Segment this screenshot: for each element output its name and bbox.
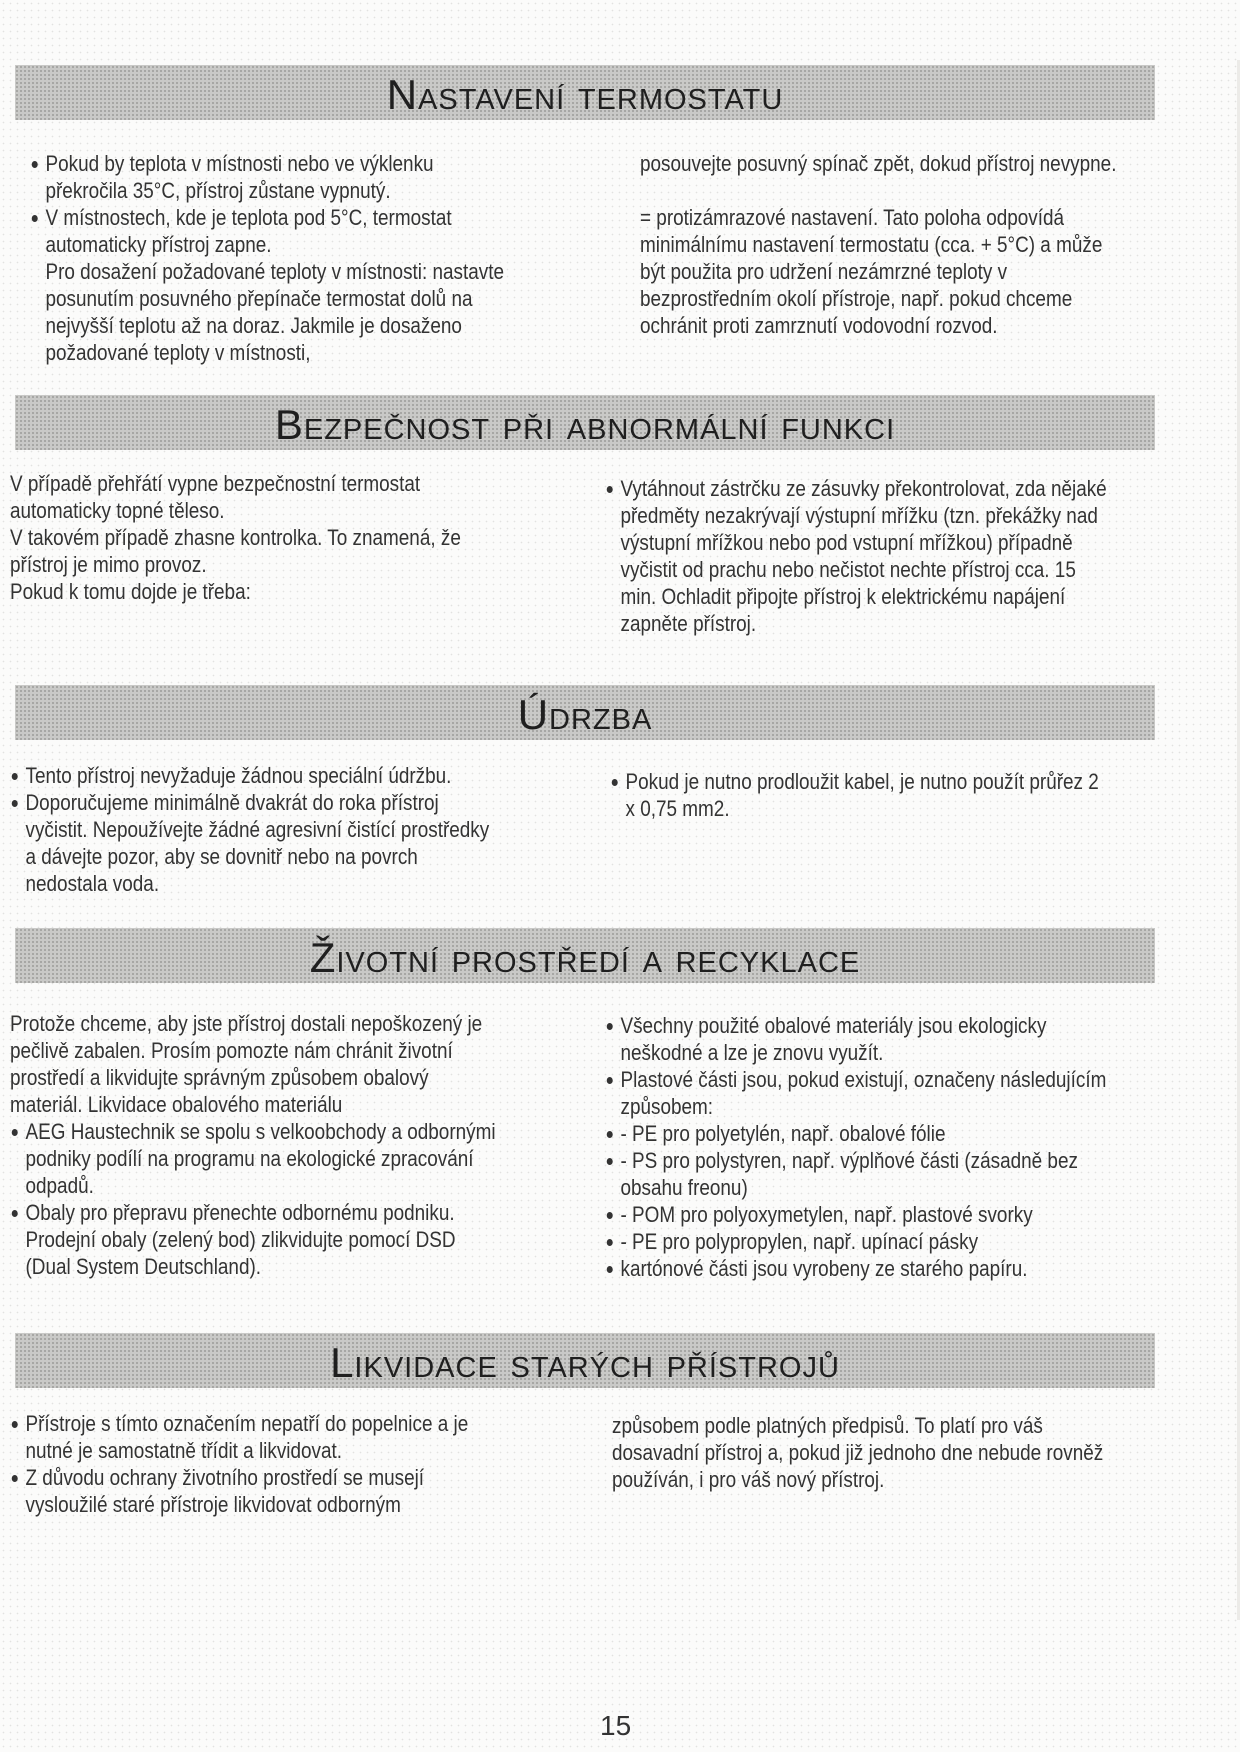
section-header-maintenance bbox=[15, 685, 1155, 740]
environment-bullet-pom: - POM pro polyoxymetylen, např. plastové svorky bbox=[605, 1201, 1112, 1228]
maintenance-left-column bbox=[10, 762, 500, 897]
maintenance-bullet-2: Doporučujeme minimálně dvakrát do roka přístroj vyčistit. Nepoužívejte žádné agresivní čistící prostředky a dávejte pozor, aby se dovnitř nebo na povrch nedostala voda. bbox=[10, 789, 500, 897]
disposal-left-column bbox=[10, 1410, 500, 1518]
thermostat-left-column bbox=[30, 150, 512, 366]
thermostat-antifreeze-note: = protizámrazové nastavení. Tato poloha odpovídá minimálnímu nastavení termostatu (cca. + 5°C) a může být použita pro udržení nezámrzné teploty v bezprostředním okolí přístroje, např. pokud chceme ochránit proti zamrznutí vodovodní rozvod. bbox=[640, 205, 1103, 338]
environment-bullet-aeg: AEG Haustechnik se spolu s velkoobchody a odbornými podniky podílí na programu na ekologické zpracování odpadů. bbox=[10, 1118, 500, 1199]
environment-bullet-pp: - PE pro polypropylen, např. upínací pásky bbox=[605, 1228, 1112, 1255]
environment-right-column bbox=[605, 1012, 1112, 1282]
safety-left-column bbox=[10, 470, 505, 605]
section-title-disposal: Likvidace starých přístrojů bbox=[330, 1339, 840, 1386]
section-header-disposal bbox=[15, 1333, 1155, 1388]
safety-right-column bbox=[605, 475, 1112, 637]
safety-bullet-1: Vytáhnout zástrčku ze zásuvky překontrolovat, zda nějaké předměty nezakrývají výstupní mřížku (tzn. překážky nad výstupní mřížkou nebo pod vstupní mřížkou) případně vyčistit od prachu nebo nečistot nechte přístroj cca. 15 min. Ochladit připojte přístroj k elektrickému napájení zapněte přístroj. bbox=[605, 475, 1112, 637]
environment-bullet-ps: - PS pro polystyren, např. výplňové části (zásadně bez obsahu freonu) bbox=[605, 1147, 1112, 1201]
maintenance-bullet-1: Tento přístroj nevyžaduje žádnou speciální údržbu. bbox=[10, 762, 500, 789]
section-header-safety bbox=[15, 395, 1155, 450]
safety-para-2: V takovém případě zhasne kontrolka. To znamená, že přístroj je mimo provoz. bbox=[10, 525, 461, 577]
section-title-environment: Životní prostředí a recyklace bbox=[309, 934, 861, 981]
disposal-bullet-1: Přístroje s tímto označením nepatří do popelnice a je nutné je samostatně třídit a likvidovat. bbox=[10, 1410, 500, 1464]
maintenance-right-column bbox=[610, 768, 1109, 822]
section-title-maintenance: Údrzba bbox=[517, 691, 653, 738]
environment-bullet-materials: Všechny použité obalové materiály jsou ekologicky neškodné a lze je znovu využít. bbox=[605, 1012, 1112, 1066]
thermostat-bullet-1: Pokud by teplota v místnosti nebo ve výklenku překročila 35°C, přístroj zůstane vypnutý. bbox=[30, 150, 512, 204]
disposal-right-text: způsobem podle platných předpisů. To platí pro váš dosavadní přístroj a, pokud již jednoho dne nebude rovněž používán, i pro váš nový přístroj. bbox=[612, 1413, 1104, 1492]
thermostat-bullet-2: V místnostech, kde je teplota pod 5°C, termostat automaticky přístroj zapne. bbox=[30, 204, 512, 258]
thermostat-instructions: Pro dosažení požadované teploty v místnosti: nastavte posunutím posuvného přepínače termostat dolů na nejvyšší teplotu až na doraz. Jakmile je dosaženo požadované teploty v místnosti, bbox=[45, 259, 505, 365]
maintenance-bullet-3: Pokud je nutno prodloužit kabel, je nutno použít průřez 2 x 0,75 mm2. bbox=[610, 768, 1109, 822]
disposal-right-column bbox=[612, 1412, 1111, 1493]
environment-bullet-cardboard: kartónové části jsou vyrobeny ze starého papíru. bbox=[605, 1255, 1112, 1282]
thermostat-right-column bbox=[640, 150, 1122, 339]
page-number: 15 bbox=[600, 1710, 632, 1741]
section-header-environment bbox=[15, 928, 1155, 983]
safety-para-3: Pokud k tomu dojde je třeba: bbox=[10, 579, 251, 604]
environment-bullet-pe: - PE pro polyetylén, např. obalové fólie bbox=[605, 1120, 1112, 1147]
environment-bullet-plastics: Plastové části jsou, pokud existují, označeny následujícím způsobem: bbox=[605, 1066, 1112, 1120]
thermostat-right-text-1: posouvejte posuvný spínač zpět, dokud přístroj nevypne. bbox=[640, 151, 1117, 176]
section-title-safety: Bezpečnost při abnormální funkci bbox=[274, 401, 896, 448]
section-title-thermostat: Nastavení termostatu bbox=[386, 71, 784, 118]
environment-left-column bbox=[10, 1010, 500, 1280]
safety-para-1: V případě přehřátí vypne bezpečnostní termostat automaticky topné těleso. bbox=[10, 471, 421, 523]
section-header-thermostat bbox=[15, 65, 1155, 120]
environment-bullet-packaging: Obaly pro přepravu přenechte odbornému podniku. Prodejní obaly (zelený bod) zlikvidujte pomocí DSD (Dual System Deutschland). bbox=[10, 1199, 500, 1280]
disposal-bullet-2: Z důvodu ochrany životního prostředí se musejí vysloužilé staré přístroje likvidovat odborným bbox=[10, 1464, 500, 1518]
environment-intro: Protože chceme, aby jste přístroj dostali nepoškozený je pečlivě zabalen. Prosím pomozte nám chránit životní prostředí a likvidujte správným způsobem obalový materiál. Likvidace obalového materiálu bbox=[10, 1011, 483, 1117]
